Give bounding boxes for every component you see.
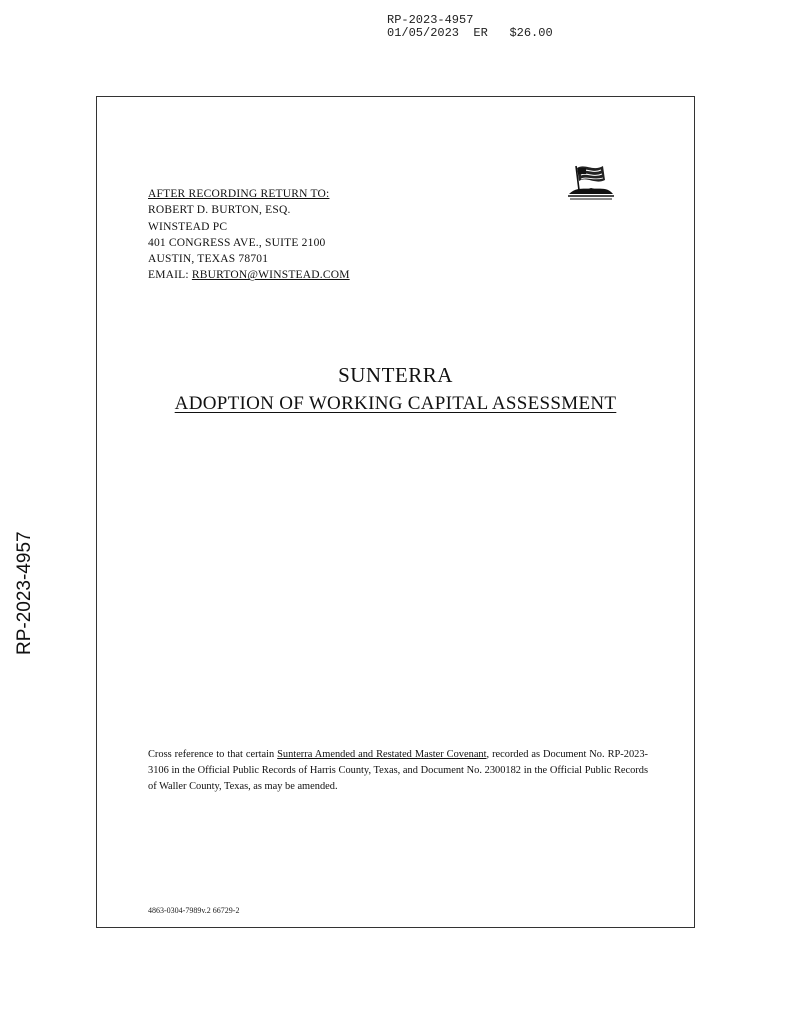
return-firm: WINSTEAD PC bbox=[148, 220, 228, 233]
referenced-instrument: Sunterra Amended and Restated Master Covenant bbox=[277, 749, 487, 760]
stamp-date: 01/05/2023 bbox=[387, 26, 460, 40]
county-seal-flag-icon bbox=[567, 160, 615, 200]
document-title: SUNTERRA bbox=[338, 363, 453, 387]
email-label: EMAIL: bbox=[148, 269, 189, 282]
stamp-fee: $26.00 bbox=[509, 26, 553, 40]
return-street: 401 CONGRESS AVE., SUITE 2100 bbox=[148, 236, 326, 249]
side-document-number: RP-2023-4957 bbox=[14, 531, 35, 655]
return-address-block bbox=[148, 186, 350, 284]
return-city: AUSTIN, TEXAS 78701 bbox=[148, 253, 269, 266]
footer-document-id: 4863-0304-7989v.2 66729-2 bbox=[148, 906, 240, 915]
return-name: ROBERT D. BURTON, ESQ. bbox=[148, 204, 291, 217]
cross-reference-paragraph: Cross reference to that certain Sunterra Amended and Restated Master Covenant, recorded as Document No. RP-2023-3106 in the Official Public Records of Harris County, Texas, and Document No. 2300182 in the Official Public Records of Waller County, Texas, as may be amended. bbox=[148, 749, 648, 792]
recording-stamp bbox=[387, 14, 553, 40]
return-heading: AFTER RECORDING RETURN TO: bbox=[148, 188, 330, 200]
stamp-clerk: ER bbox=[473, 26, 488, 40]
email-link[interactable]: RBURTON@WINSTEAD.COM bbox=[191, 269, 350, 282]
document-subtitle: ADOPTION OF WORKING CAPITAL ASSESSMENT bbox=[174, 393, 617, 414]
stamp-document-number: RP-2023-4957 bbox=[387, 13, 474, 27]
return-email-line bbox=[148, 267, 350, 283]
